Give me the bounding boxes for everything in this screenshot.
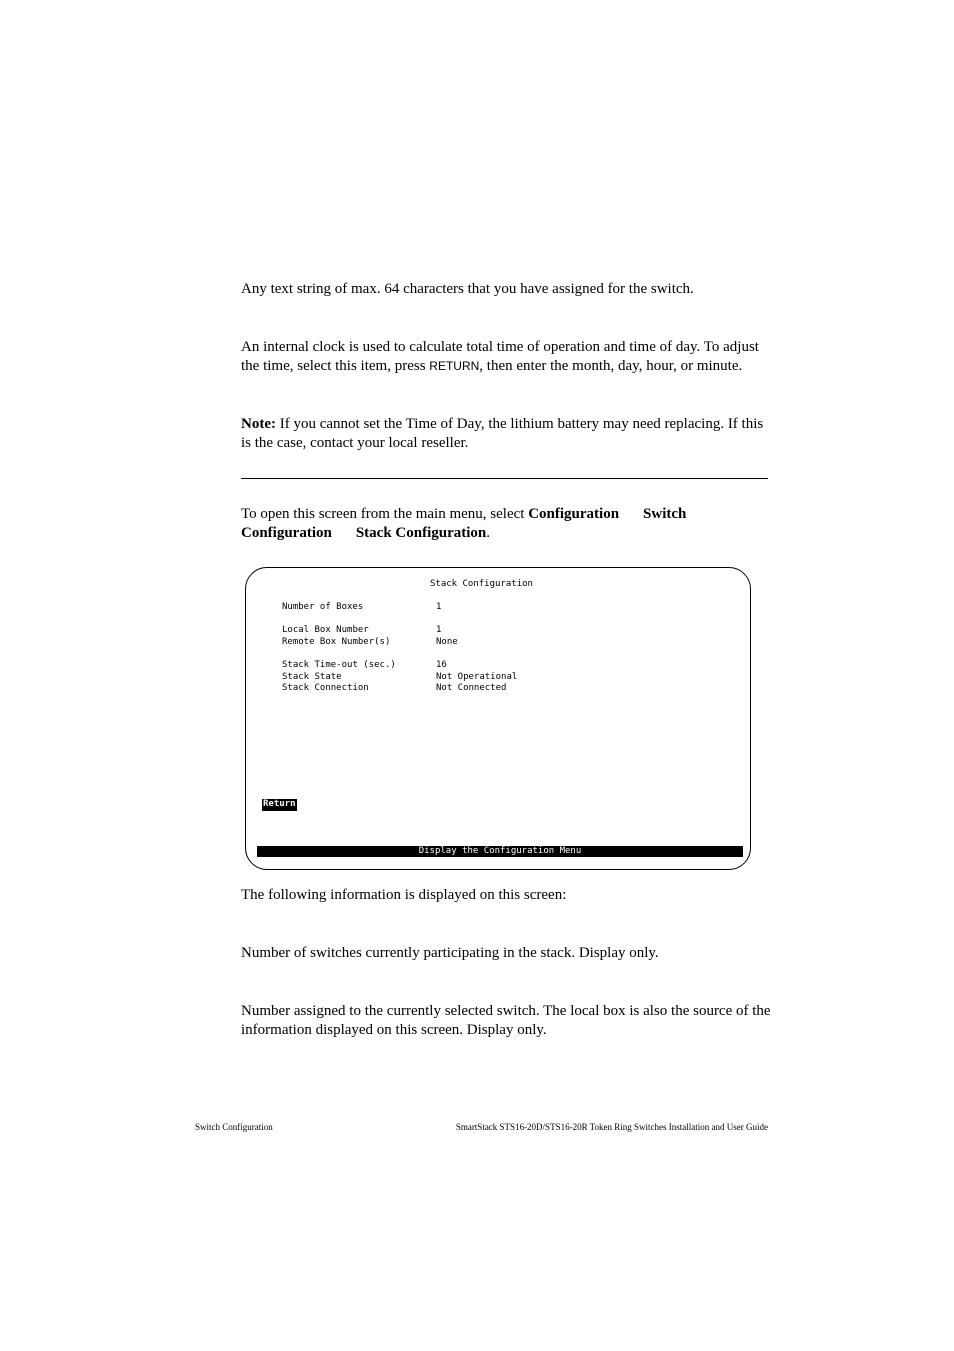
section-divider xyxy=(241,478,768,479)
open-prefix: To open this screen from the main menu, select xyxy=(241,506,529,522)
footer-guide-title: SmartStack STS16-20D/STS16-20R Token Ring Switches Installation and User Guide xyxy=(455,1122,768,1132)
field-value-stack-state: Not Operational xyxy=(436,672,518,682)
note-label: Note: xyxy=(241,416,276,432)
field-label-remote-box-numbers: Remote Box Number(s) xyxy=(282,637,391,647)
switch-name-description: Any text string of max. 64 characters that you have assigned for the switch. xyxy=(241,281,694,297)
clock-text-2: , then enter the month, day, hour, or minute. xyxy=(479,358,743,374)
menu-step-stack-configuration: Stack Configuration xyxy=(355,525,487,541)
menu-step-configuration: Configuration xyxy=(528,506,620,522)
local-box-number-description: Number assigned to the currently selected switch. The local box is also the source of the information displayed on this screen. Display only. xyxy=(241,1003,771,1038)
stack-configuration-screen xyxy=(245,567,751,870)
field-label-local-box-number: Local Box Number xyxy=(282,625,369,635)
field-value-stack-timeout: 16 xyxy=(436,660,447,670)
footer-section-title: Switch Configuration xyxy=(195,1122,273,1132)
field-value-remote-box-numbers: None xyxy=(436,637,458,647)
return-button[interactable]: Return xyxy=(263,799,296,809)
number-of-boxes-description: Number of switches currently participating in the stack. Display only. xyxy=(241,945,659,961)
battery-note xyxy=(241,415,771,453)
field-label-stack-timeout: Stack Time-out (sec.) xyxy=(282,660,396,670)
screen-title: Stack Configuration xyxy=(430,579,533,589)
clock-text-1: An internal clock is used to calculate total time of operation and time of day. To adjust the time, select this item, press xyxy=(241,339,759,374)
return-key-name: RETURN xyxy=(429,359,480,373)
note-text: If you cannot set the Time of Day, the lithium battery may need replacing. If this is the case, contact your local reseller. xyxy=(241,416,764,451)
menu-step-switch-configuration: Switch Configuration xyxy=(241,506,687,541)
field-label-number-of-boxes: Number of Boxes xyxy=(282,602,364,612)
status-bar: Display the Configuration Menu xyxy=(257,846,743,857)
field-label-stack-connection: Stack Connection xyxy=(282,683,369,693)
field-value-number-of-boxes: 1 xyxy=(436,602,442,612)
open-screen-instructions xyxy=(241,505,771,543)
field-value-local-box-number: 1 xyxy=(436,625,442,635)
time-of-day-description xyxy=(241,338,771,376)
field-label-stack-state: Stack State xyxy=(282,672,342,682)
field-value-stack-connection: Not Connected xyxy=(436,683,507,693)
following-info-intro: The following information is displayed on this screen: xyxy=(241,887,567,903)
open-suffix: . xyxy=(486,525,491,541)
